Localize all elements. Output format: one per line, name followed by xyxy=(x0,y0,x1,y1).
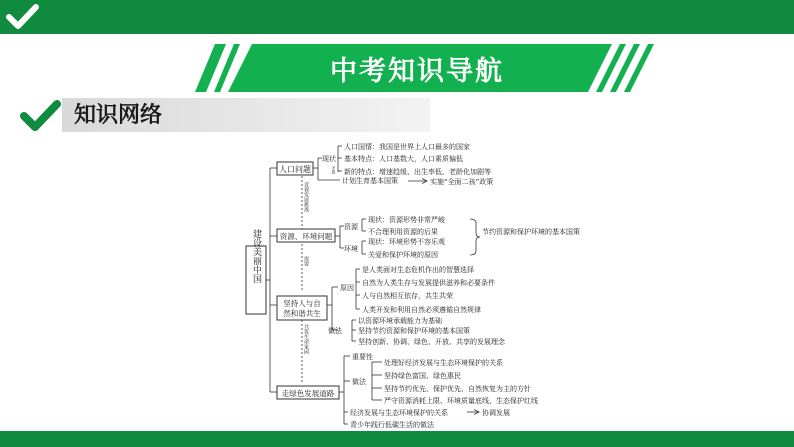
list-item: 人类开发和利用自然必须遵循自然规律 xyxy=(362,306,481,314)
branch-title: 走绿色发展道路 xyxy=(281,389,335,398)
list-item: 经济发展与生态环境保护的关系 xyxy=(350,409,448,417)
list-item: 自然为人类生存与发展提供滋养和必要条件 xyxy=(362,279,495,287)
list-item: 新的特点：增速趋缓、出生率低、老龄化加剧等 xyxy=(344,168,491,176)
list-item: 坚持创新、协调、绿色、开放、共享的发展理念 xyxy=(358,338,505,346)
connector-text: 矛盾 xyxy=(331,166,337,174)
node-label: 环境 xyxy=(344,245,358,253)
list-item: 是人类面对生态危机作出的智慧选择 xyxy=(362,266,474,274)
node-label: 资源 xyxy=(344,223,358,231)
branch-title: 资源、环境问题 xyxy=(279,232,333,241)
bottom-bar xyxy=(0,431,794,447)
connector-text: 共筑生命家园 xyxy=(303,324,309,354)
root-label: 建设美丽中国 xyxy=(251,229,261,283)
list-item: 关爱和保护环境的原因 xyxy=(368,251,438,259)
list-item: 计划生育基本国策 xyxy=(342,177,398,185)
list-item: 人口国情：我国是世界上人口最多的国家 xyxy=(344,143,470,151)
connector-text: 近视发展挑战 xyxy=(303,182,309,212)
node-label: 现状 xyxy=(322,155,336,163)
connector-text: 需要 xyxy=(303,256,309,266)
list-item: 坚持节约优先、保护优先、自然恢复为主的方针 xyxy=(384,385,531,393)
node-label: 做法 xyxy=(352,378,366,386)
list-item: 协调发展 xyxy=(482,409,510,417)
list-item: 严守资源消耗上限、环境质量底线、生态保护红线 xyxy=(384,397,538,405)
list-item: 节约资源和保护环境的基本国策 xyxy=(482,228,580,236)
branch-title: 坚持人与自然和谐共生 xyxy=(283,299,321,318)
list-item: 以资源环境承载能力为基础 xyxy=(358,317,442,325)
list-item: 现状：资源形势非常严峻 xyxy=(368,216,445,224)
list-item: 现状：环境形势不容乐观 xyxy=(368,238,445,246)
node-label: 做法 xyxy=(328,327,342,335)
page-title: 中考知识导航 xyxy=(330,55,504,87)
section-title: 知识网络 xyxy=(74,103,163,128)
node-label: 重要性 xyxy=(352,353,373,361)
branch-title: 人口问题 xyxy=(279,165,311,174)
list-item: 不合理利用资源的后果 xyxy=(368,228,438,236)
list-item: 实施“全面二孩”政策 xyxy=(430,178,494,186)
list-item: 坚持节约资源和保护环境的基本国策 xyxy=(358,327,470,335)
list-item: 青少年践行低碳生活的做法 xyxy=(350,421,434,429)
list-item: 坚持绿色富国、绿色惠民 xyxy=(384,372,461,380)
list-item: 基本特点：人口基数大，人口素质偏低 xyxy=(344,155,463,163)
list-item: 处理好经济发展与生态环境保护的关系 xyxy=(384,359,503,367)
list-item: 人与自然相互依存，共生共荣 xyxy=(362,292,453,300)
node-label: 原因 xyxy=(340,284,354,292)
